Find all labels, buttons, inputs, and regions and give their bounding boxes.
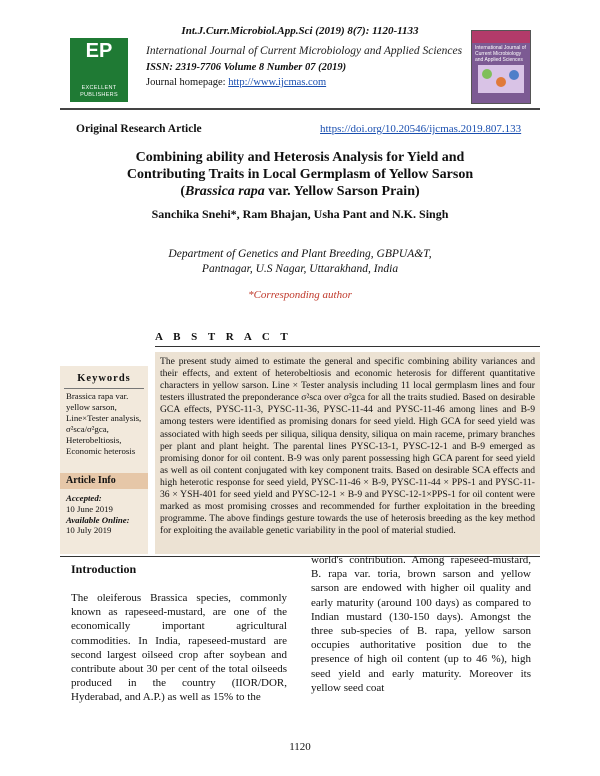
- header-divider: [60, 108, 540, 110]
- abstract-top-rule: [155, 346, 540, 347]
- affiliation-line-1: Department of Genetics and Plant Breeding, GBPUA&T,: [168, 248, 432, 260]
- journal-title: International Journal of Current Microbiology and Applied Sciences: [146, 45, 463, 57]
- title-part-1: Combining ability and Heterosis Analysis for Yield and Contributing Traits in Local Germplasm of Yellow Sarson (: [126, 150, 474, 199]
- keywords-list: Brassica rapa var. yellow sarson, Line×Tester analysis, σ²sca/σ²gca, Heterobeltiosis, Economic heterosis: [66, 391, 142, 456]
- cover-band: [472, 31, 530, 43]
- body-right-text: world's contribution. Among rapeseed-mustard, B. rapa var. toria, brown sarson and yellow sarson are endowed with higher oil quality and early maturity (around 100 days) as compared to Indian mustard (130-150 days). Amongst the three sub-species of B. rapa, yellow sarson occupies authoritative position due to the presence of high oil content (up to 46 %), high seed yield and early maturity. Moreover its yellow seed coat: [311, 554, 531, 694]
- journal-cover-image: [471, 30, 531, 104]
- article-type: Original Research Article: [76, 123, 202, 135]
- logo-subtitle: EXCELLENT PUBLISHERS: [80, 85, 118, 98]
- body-right-column: [311, 553, 531, 695]
- body-left-column: [71, 562, 287, 705]
- page-number: 1120: [289, 741, 311, 753]
- online-date: 10 July 2019: [66, 525, 112, 536]
- online-label: Available Online:: [66, 514, 130, 525]
- keywords-heading: Keywords: [77, 373, 131, 384]
- keywords-rule: [64, 388, 144, 389]
- cover-text: International Journal of Current Microbiology and Applied Sciences: [475, 45, 526, 63]
- abstract-text: The present study aimed to estimate the general and specific combining ability variances and their effects, and extent of heterobeltiosis and economic heterosis for different quantitative characters in yellow sarson. Line × Tester analysis including 11 local germplasm lines and four testers illustrated the preponderance σ²sca over σ²gca for all the traits studied. Based on desirable GCA effects, PYSC-11-3, PYSC-11-36, PYSC-11-44 and PYSC-11-46 among lines and B-9 among testers were identified as promising donars for seed yield. High GCA for seed yield was associated with high seeds per siliqua, siliqua density, siliqua on main raceme, primary branches per plant and plant height. The parental lines PYSC-13-1, PYSC-12-1 and B-9 emerged as promising donor for oil content. B-9 was only parent possessing high GCA parent for seed yield as well as oil content conjugated with key component traits. Based on desirable SCA effects and high heterotic response for seed yield, PYSC-11-46 × B-9, PYSC-11-44 × PPS-1 and PYSC-11-36 × YSH-401 for seed yield and PYSC-12-1 × B-9 and PYSC-12-1×PPS-1 for oil content were marked as most promising crosses and recommended for further exploitation in the breeding programme. The above findings gesture towards the use of heterosis breeding as the key method for exploiting the available genetic variability in the pool of material studied.: [160, 356, 535, 537]
- logo-letters: EP: [85, 40, 113, 62]
- sidebar: [60, 366, 148, 554]
- issn-line: ISSN: 2319-7706 Volume 8 Number 07 (2019): [146, 62, 347, 73]
- journal-homepage: [146, 77, 466, 88]
- title-part-2: var. Yellow Sarson Prain): [264, 184, 420, 199]
- accepted-date: 10 June 2019: [66, 503, 113, 514]
- abstract-box: [155, 352, 540, 554]
- homepage-link[interactable]: http://www.ijcmas.com: [228, 77, 327, 88]
- journal-reference: Int.J.Curr.Microbiol.App.Sci (2019) 8(7): 1120-1133: [181, 25, 419, 37]
- accepted-label: Accepted:: [66, 493, 102, 503]
- article-info: [66, 493, 146, 536]
- doi-link[interactable]: https://doi.org/10.20546/ijcmas.2019.807.133: [320, 123, 522, 135]
- publisher-logo: [70, 38, 128, 102]
- affiliation-line-2: Pantnagar, U.S Nagar, Uttarakhand, India: [201, 263, 399, 275]
- introduction-heading: Introduction: [71, 562, 137, 576]
- affiliation: [100, 247, 500, 277]
- article-title: [100, 149, 500, 200]
- authors: Sanchika Snehi*, Ram Bhajan, Usha Pant and N.K. Singh: [151, 207, 449, 221]
- corresponding-author-note: *Corresponding author: [248, 289, 352, 301]
- title-species: Brassica rapa: [185, 184, 265, 199]
- homepage-label: Journal homepage:: [146, 77, 229, 88]
- abstract-heading: A B S T R A C T: [155, 331, 292, 343]
- article-info-heading: Article Info: [60, 473, 148, 489]
- body-left-text: The oleiferous Brassica species, commonly known as rapeseed-mustard, are one of the economically important agricultural commodities. In India, rapeseed-mustard are second largest oilseed crop after soybean and contribute about 30 per cent of the total oilseeds produced in the country (IIOR/DOR, Hyderabad, and A.P.) as well as 15% to the: [71, 592, 287, 704]
- cover-illustration: [478, 65, 524, 93]
